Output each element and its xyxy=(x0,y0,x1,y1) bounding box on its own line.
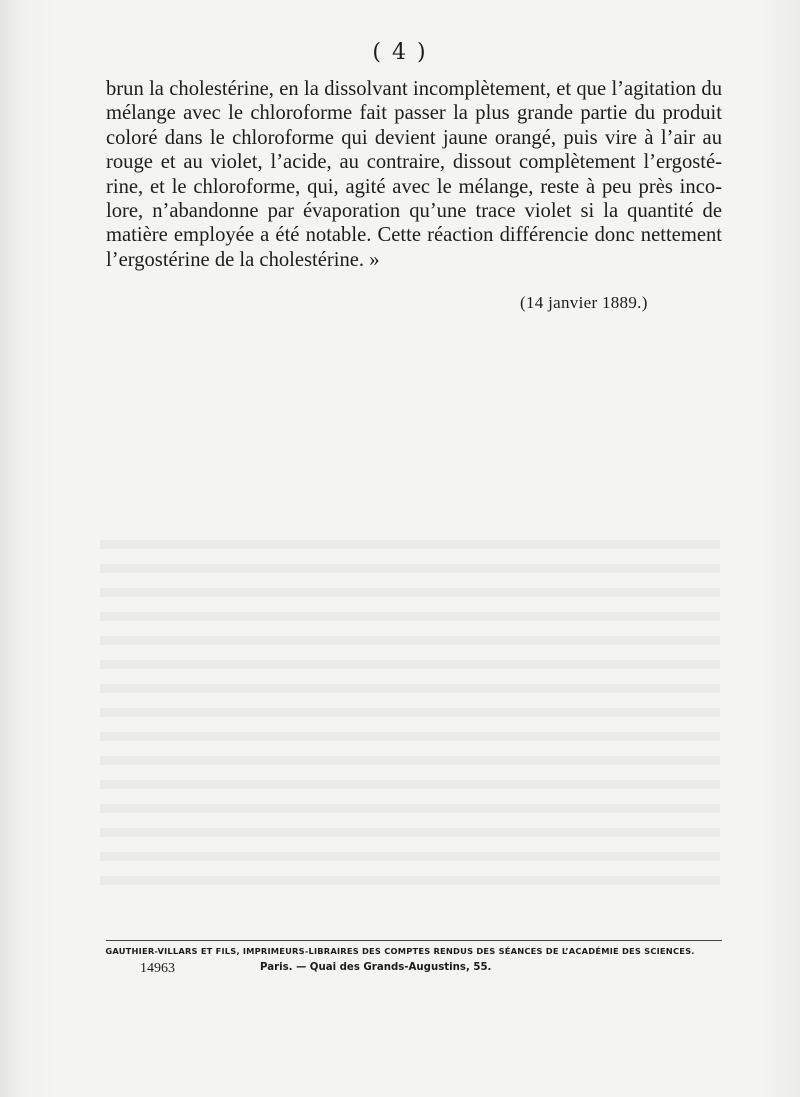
paragraph-line: coloré dans le chloroforme qui devient jaune orangé, puis vire à l’air au xyxy=(106,126,722,149)
printer-address: Paris. — Quai des Grands-Augustins, 55. xyxy=(260,962,492,973)
print-number: 14963 xyxy=(140,961,175,976)
paragraph-line: mélange avec le chloroforme fait passer la plus grande partie du produit xyxy=(106,102,722,125)
paragraph-line: rouge et au violet, l’acide, au contraire, dissout complètement l’ergosté- xyxy=(106,151,722,174)
page-number: ( 4 ) xyxy=(372,40,428,65)
paragraph-line: l’ergostérine de la cholestérine. » xyxy=(106,248,380,271)
printer-imprint: GAUTHIER-VILLARS ET FILS, IMPRIMEURS-LIBRAIRES DES COMPTES RENDUS DES SÉANCES DE L’ACADÉMIE DES SCIENCES. xyxy=(105,946,695,956)
date-stamp: (14 janvier 1889.) xyxy=(520,293,648,312)
paragraph-line: lore, n’abandonne par évaporation qu’une trace violet si la quantité de xyxy=(106,200,722,223)
paragraph-line: rine, et le chloroforme, qui, agité avec le mélange, reste à peu près inco- xyxy=(106,175,722,198)
footer-rule xyxy=(106,940,722,941)
paragraph-line: brun la cholestérine, en la dissolvant incomplètement, et que l’agitation du xyxy=(106,78,722,100)
body-paragraph xyxy=(106,77,722,272)
show-through-texture xyxy=(100,540,720,900)
paragraph-line: matière employée a été notable. Cette réaction différencie donc nettement xyxy=(106,224,722,247)
